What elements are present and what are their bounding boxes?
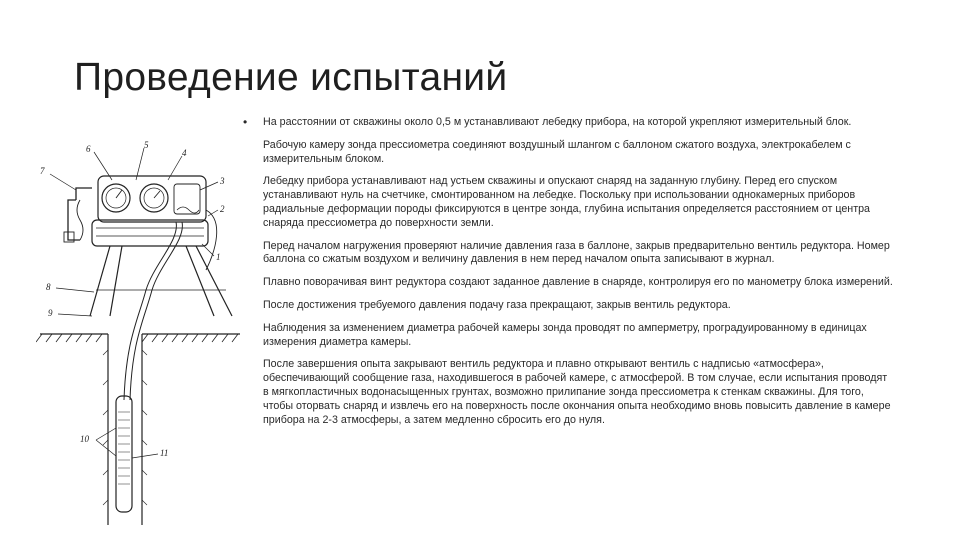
paragraph-3: Лебедку прибора устанавливают над устьем скважины и опускают снаряд на заданную глубину. Перед его спуском устанавливают нуль на счетчике, смонтированном на лебедке. Поскольку при использовании однокамерных приборов радиальные деформации породы фиксируются в центре зонда, глубина испытания определяется расстоянием от центра снаряда прессиометра до поверхности земли.: [263, 175, 870, 229]
callout-8: 8: [46, 282, 51, 292]
slide-title: Проведение испытаний: [74, 56, 508, 99]
callout-5: 5: [144, 140, 149, 150]
paragraph-6: После достижения требуемого давления подачу газа прекращают, закрыв вентиль редуктора.: [263, 298, 731, 311]
callout-3: 3: [220, 176, 225, 186]
winch-drum: [92, 220, 208, 246]
paragraph-1: На расстоянии от скважины около 0,5 м устанавливают лебедку прибора, на которой укрепляют измерительный блок.: [263, 116, 852, 128]
callout-4: 4: [182, 148, 187, 158]
callout-2: 2: [220, 204, 225, 214]
pressiometer-diagram: [36, 140, 254, 525]
bullet-dot-icon: •: [243, 115, 248, 129]
paragraph-5: Плавно поворачивая винт редуктора создают заданное давление в снаряде, контролируя его по манометру блока измерений.: [263, 276, 893, 289]
callout-6: 6: [86, 144, 91, 154]
callout-7: 7: [40, 166, 45, 176]
paragraph-4: Перед началом нагружения проверяют наличие давления газа в баллоне, закрыв предварительно вентиль редуктора. Номер баллона со сжатым воздухом и величину давления в нем перед началом опыта записывают в журнал.: [263, 239, 890, 266]
paragraph-8: После завершения опыта закрывают вентиль редуктора и плавно открывают вентиль с надписью «атмосфера», обеспечивающий сообщение газа, находившегося в рабочей камере, с атмосферой. В том случае, если испытания проводят в мягкопластичных водонасыщенных грунтах, возможно прилипание зонда прессиометра к стенкам скважины. Для того, чтобы оторвать снаряд и извлечь его на поверхность после окончания опыта необходимо вновь повысить давление в камере прибора на 2-3 атмосферы, а затем медленно сбросить его до нуля.: [263, 358, 891, 426]
pressiometer-probe: [116, 396, 132, 512]
callout-10: 10: [80, 434, 89, 444]
callout-11: 11: [160, 448, 169, 458]
bullet-item: [243, 115, 893, 130]
pressiometer-drawing: [36, 140, 254, 525]
paragraph-7: Наблюдения за изменением диаметра рабочей камеры зонда проводят по амперметру, проградуированному в единицах измерения диаметра камеры.: [263, 321, 867, 348]
paragraph-2: Рабочую камеру зонда прессиометра соединяют воздушный шлангом с баллоном сжатого воздуха, электрокабелем с измерительным блоком.: [263, 138, 851, 165]
callout-1: 1: [216, 252, 221, 262]
callout-9: 9: [48, 308, 53, 318]
text-body: [243, 115, 893, 436]
measuring-block: [98, 176, 206, 222]
